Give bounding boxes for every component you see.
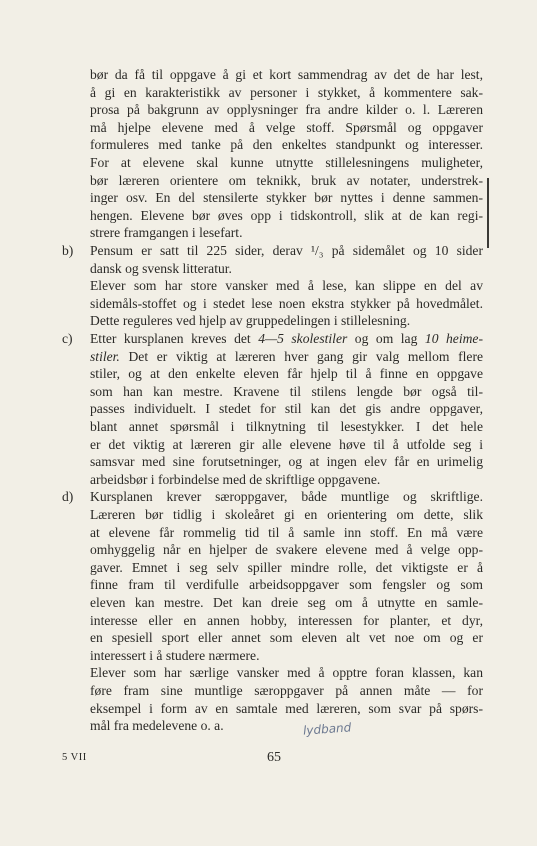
handwritten-note: lydband bbox=[302, 720, 352, 738]
text-line: Pensum er satt til 225 sider, derav ¹/₃ på sidemålet og 10 sider bbox=[90, 243, 483, 258]
list-marker: c) bbox=[62, 331, 73, 346]
text-line: arbeidsbør i forbindelse med de skriftlige oppgavene. bbox=[90, 472, 381, 487]
text-line: som han kan mestre. Kravene til stilens lengde bør også til- bbox=[90, 384, 483, 399]
text-line: passes individuelt. I stedet for stil kan det gis andre oppgaver, bbox=[90, 401, 483, 416]
page-number: 65 bbox=[267, 750, 281, 765]
signature-mark: 5 VII bbox=[62, 752, 87, 763]
text-line: eksempel i form av en samtale med læreren, som svar på spørs- bbox=[90, 701, 483, 716]
text-line: må hjelpe elevene med å velge stoff. Spørsmål og oppgaver bbox=[90, 120, 483, 135]
text-line: interesse eller en annen hobby, interessen for planter, et dyr, bbox=[90, 613, 483, 628]
text-line: mål fra medelevene o. a. bbox=[90, 718, 224, 733]
text-line: Elever som har særlige vansker med å opptre foran klassen, kan bbox=[90, 665, 483, 680]
text-line: sidemåls-stoffet og i stedet lese noen ekstra stykker på hovedmålet. bbox=[90, 296, 483, 311]
text-line: føre fram sine muntlige særoppgaver på annen måte — for bbox=[90, 683, 483, 698]
italic-phrase: stiler. bbox=[90, 349, 120, 364]
text-line: å gi en karakteristikk av personer i stykket, å kommentere sak- bbox=[90, 85, 483, 100]
text-line: er det viktig at læreren gir alle elevene høve til å utfolde seg i bbox=[90, 437, 483, 452]
text-line: Læreren bør tidlig i skoleåret gi en orientering om dette, slik bbox=[90, 507, 483, 522]
text-line: blant annet spørsmål i tilknytning til lesestykker. I det hele bbox=[90, 419, 483, 434]
list-marker: b) bbox=[62, 243, 74, 258]
text-line: Elever som har store vansker med å lese, kan slippe en del av bbox=[90, 278, 483, 293]
text-line: hengen. Elevene bør øves opp i tidskontroll, slik at de kan regi- bbox=[90, 208, 483, 223]
text-line: formuleres med tanke på den enkeltes standpunkt og interesser. bbox=[90, 137, 483, 152]
text-line: samsvar med sine forutsetninger, og at ingen elev får en urimelig bbox=[90, 454, 483, 469]
list-marker: d) bbox=[62, 489, 74, 504]
italic-phrase: 10 heime- bbox=[424, 331, 483, 346]
text-line: eleven kan mestre. Det kan dreie seg om å utnytte en samle- bbox=[90, 595, 483, 610]
text-line: stiler, og at den enkelte eleven får hjelp til å finne en oppgave bbox=[90, 366, 483, 381]
text-line: stiler. Det er viktig at læreren hver gang gir valg mellom flere bbox=[90, 349, 483, 364]
text-line: For at elevene skal kunne utnytte stillelesningens muligheter, bbox=[90, 155, 483, 170]
text-line: Etter kursplanen kreves det 4—5 skolestiler og om lag 10 heime- bbox=[90, 331, 483, 346]
text-line: prosa på bakgrunn av opplysninger fra andre kilder o. l. Læreren bbox=[90, 102, 483, 117]
text-line: finne fram til verdifulle arbeidsoppgaver som fengsler og som bbox=[90, 577, 483, 592]
text-line: at elevene får rommelig tid til å samle inn stoff. En må være bbox=[90, 525, 483, 540]
text-line: inger osv. En del stensilerte stykker bør nyttes i denne sammen- bbox=[90, 190, 483, 205]
italic-phrase: 4—5 skolestiler bbox=[258, 331, 348, 346]
text-line: bør læreren orientere om teknikk, bruk av notater, understrek- bbox=[90, 173, 483, 188]
text-line: Dette reguleres ved hjelp av gruppedelingen i stillelesning. bbox=[90, 313, 411, 328]
text-line: gaver. Emnet i seg selv spiller mindre rolle, det viktigste er å bbox=[90, 560, 483, 575]
text-line: bør da få til oppgave å gi et kort sammendrag av det de har lest, bbox=[90, 67, 483, 82]
text-line: strere framgangen i lesefart. bbox=[90, 225, 243, 240]
text-line: omhyggelig når en hjelper de svakere elevene med å velge opp- bbox=[90, 542, 483, 557]
text-line: en spesiell sport eller annet som eleven alt vet noe om og er bbox=[90, 630, 483, 645]
text-line: Kursplanen krever særoppgaver, både muntlige og skriftlige. bbox=[90, 489, 483, 504]
text-line: dansk og svensk litteratur. bbox=[90, 261, 232, 276]
margin-mark bbox=[487, 178, 489, 248]
text-line: interessert i å studere nærmere. bbox=[90, 648, 260, 663]
